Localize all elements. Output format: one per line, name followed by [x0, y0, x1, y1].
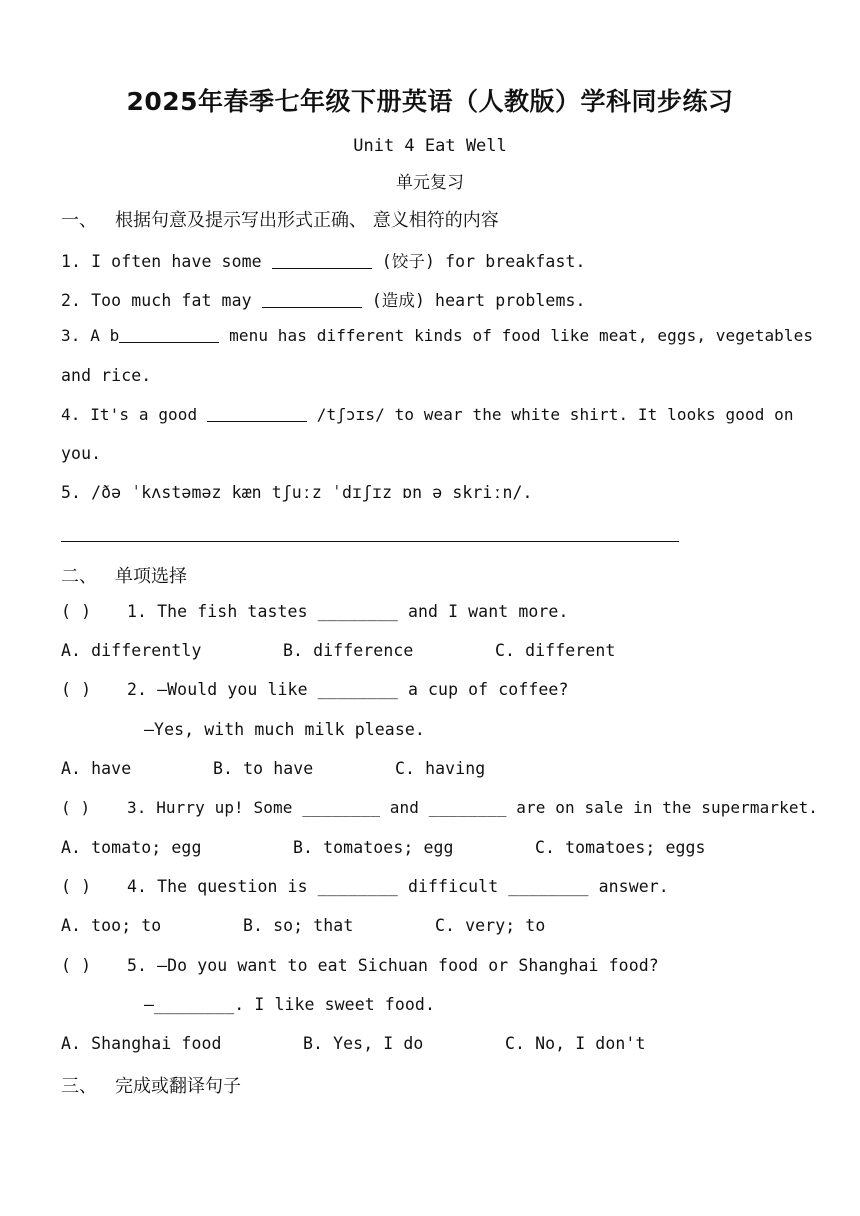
s1-question-3-cont: and rice.	[61, 366, 152, 385]
section3-title: 完成或翻译句子	[115, 1076, 241, 1097]
section2-number: 二、	[61, 566, 97, 587]
s1-question-4: 4. It's a good /tʃɔɪs/ to wear the white shirt. It looks good on	[61, 405, 794, 424]
option-c[interactable]: C. No, I don't	[505, 1034, 646, 1053]
answer-blank[interactable]	[207, 405, 307, 422]
s1-question-3: 3. A b menu has different kinds of food like meat, eggs, vegetables	[61, 326, 814, 345]
option-c[interactable]: C. tomatoes; eggs	[535, 838, 706, 857]
option-a[interactable]: A. too; to	[61, 916, 162, 935]
s2-question-4: ( ) 4. The question is ________ difficult ________ answer.	[61, 877, 669, 896]
answer-paren[interactable]: ( )	[61, 680, 92, 699]
s1-question-1: 1. I often have some (饺子) for breakfast.	[61, 252, 586, 271]
section3-heading	[61, 1072, 241, 1098]
option-a[interactable]: A. have	[61, 759, 132, 778]
s1-question-4-cont: you.	[61, 444, 102, 463]
s2-question-2: ( ) 2. —Would you like ________ a cup of coffee?	[61, 680, 569, 699]
option-b[interactable]: B. so; that	[243, 916, 354, 935]
answer-paren[interactable]: ( )	[61, 602, 92, 621]
answer-paren[interactable]: ( )	[61, 798, 91, 817]
section2-heading	[61, 562, 187, 588]
s1-question-5: 5. /ðə ˈkʌstəməz kæn tʃuːz ˈdɪʃɪz ɒn ə skriːn/.	[61, 483, 533, 502]
option-c[interactable]: C. having	[395, 759, 486, 778]
option-b[interactable]: B. Yes, I do	[303, 1034, 424, 1053]
answer-paren[interactable]: ( )	[61, 956, 92, 975]
option-a[interactable]: A. differently	[61, 641, 202, 660]
section1-heading	[61, 206, 499, 232]
s2-question-2-reply: —Yes, with much milk please.	[144, 720, 425, 739]
answer-line[interactable]	[61, 541, 679, 542]
option-b[interactable]: B. to have	[213, 759, 314, 778]
page-title: 2025年春季七年级下册英语（人教版）学科同步练习	[126, 87, 734, 116]
answer-blank[interactable]	[119, 326, 219, 343]
option-c[interactable]: C. very; to	[435, 916, 546, 935]
option-b[interactable]: B. tomatoes; egg	[293, 838, 454, 857]
section1-title: 根据句意及提示写出形式正确、 意义相符的内容	[115, 210, 499, 231]
s2-question-3: ( ) 3. Hurry up! Some ________ and ________ are on sale in the supermarket.	[61, 798, 819, 817]
s1-question-2: 2. Too much fat may (造成) heart problems.	[61, 291, 586, 310]
option-a[interactable]: A. Shanghai food	[61, 1034, 222, 1053]
unit-title: Unit 4 Eat Well	[353, 136, 507, 156]
s2-question-5: ( ) 5. —Do you want to eat Sichuan food or Shanghai food?	[61, 956, 659, 975]
option-a[interactable]: A. tomato; egg	[61, 838, 202, 857]
option-b[interactable]: B. difference	[283, 641, 414, 660]
section3-number: 三、	[61, 1076, 97, 1097]
answer-blank[interactable]	[272, 252, 372, 269]
answer-blank[interactable]	[262, 291, 362, 308]
option-c[interactable]: C. different	[495, 641, 616, 660]
section1-number: 一、	[61, 210, 97, 231]
s2-question-1: ( ) 1. The fish tastes ________ and I want more.	[61, 602, 569, 621]
answer-paren[interactable]: ( )	[61, 877, 92, 896]
s2-question-5-reply: —________. I like sweet food.	[144, 995, 435, 1014]
section2-title: 单项选择	[115, 566, 187, 587]
page-subtitle: 单元复习	[396, 173, 464, 193]
